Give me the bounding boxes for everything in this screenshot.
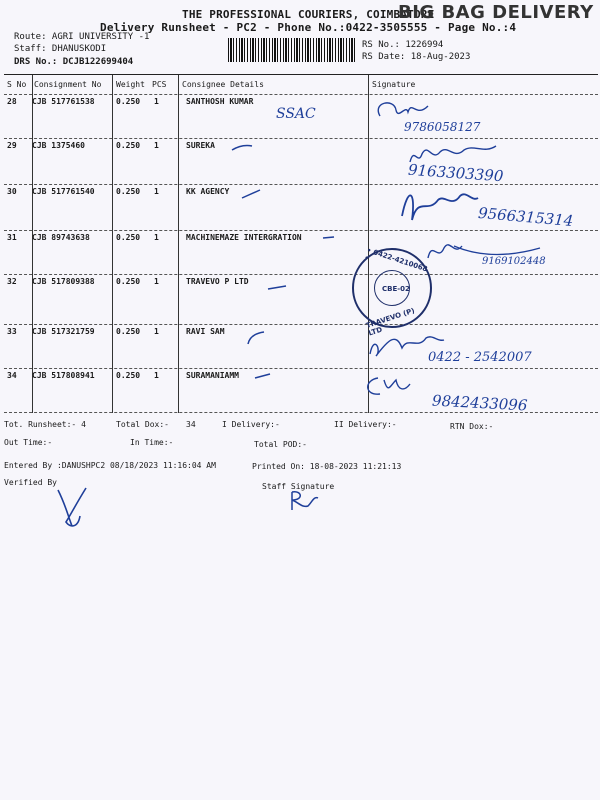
staff-signature-label: Staff Signature — [262, 482, 335, 491]
row-weight: 0.250 — [116, 233, 141, 242]
total-dox-value: 34 — [186, 420, 196, 429]
signature-phone: 9842433096 — [431, 391, 528, 415]
tick-mark — [266, 284, 290, 292]
table-row — [4, 275, 598, 325]
row-consignment: CJB 517321759 — [32, 327, 95, 336]
row-consignee: RAVI SAM — [186, 327, 225, 336]
entered-by: Entered By :DANUSHPC2 08/18/2023 11:16:04 AM — [4, 461, 216, 470]
stamp-center: CBE-02 — [382, 285, 410, 293]
row-consignment: CJB 517809388 — [32, 277, 95, 286]
row-weight: 0.250 — [116, 371, 141, 380]
row-sno: 33 — [7, 327, 17, 336]
tick-mark — [322, 234, 336, 242]
row-sno: 34 — [7, 371, 17, 380]
row-consignee: SANTHOSH KUMAR — [186, 97, 254, 106]
rs-number: RS No.: 1226994 — [362, 40, 444, 50]
printed-on: Printed On: 18-08-2023 11:21:13 — [252, 462, 402, 471]
header-sno: S No — [7, 80, 27, 89]
row-consignment: CJB 89743638 — [32, 233, 90, 242]
row-consignment: CJB 517808941 — [32, 371, 95, 380]
staff-label: Staff: DHANUSKODI — [14, 44, 107, 54]
barcode — [228, 38, 356, 62]
i-delivery: I Delivery:- — [222, 420, 280, 429]
row-pcs: 1 — [154, 327, 159, 336]
route-label: Route: AGRI UNIVERSITY -1 — [14, 32, 150, 42]
row-pcs: 1 — [154, 187, 159, 196]
header-weight: Weight — [116, 80, 145, 89]
row-pcs: 1 — [154, 141, 159, 150]
total-dox-label: Total Dox:- — [116, 420, 169, 429]
row-weight: 0.250 — [116, 277, 141, 286]
row-sno: 31 — [7, 233, 17, 242]
row-weight: 0.250 — [116, 327, 141, 336]
company-name: THE PROFESSIONAL COURIERS, COIMBATORE — [182, 8, 435, 21]
row-sno: 28 — [7, 97, 17, 106]
tick-mark — [244, 330, 268, 346]
row-pcs: 1 — [154, 97, 159, 106]
stamp-phone: • 0422-4210068 • — [363, 246, 429, 274]
row-pcs: 1 — [154, 371, 159, 380]
row-consignment: CJB 1375460 — [32, 141, 85, 150]
row-consignee: SURAMANIAMM — [186, 371, 239, 380]
verified-by: Verified By — [4, 478, 57, 487]
tot-runsheet: Tot. Runsheet:- 4 — [4, 420, 86, 429]
row-sno: 30 — [7, 187, 17, 196]
big-bag-stamp: BIG BAG DELIVERY — [398, 2, 594, 23]
tick-mark — [230, 142, 254, 154]
row-consignment: CJB 517761538 — [32, 97, 95, 106]
signature-scribble — [398, 186, 480, 226]
company-stamp — [352, 246, 432, 338]
staff-signature — [286, 488, 320, 512]
handwritten-note: SSAC — [276, 106, 316, 122]
row-consignee: TRAVEVO P LTD — [186, 277, 249, 286]
tick-mark — [240, 188, 264, 202]
rs-date: RS Date: 18-Aug-2023 — [362, 52, 471, 62]
header-consignee: Consignee Details — [182, 80, 264, 89]
header-consignment: Consignment No — [34, 80, 102, 89]
row-pcs: 1 — [154, 277, 159, 286]
total-pod: Total POD:- — [254, 440, 307, 449]
tick-mark — [254, 372, 272, 380]
row-pcs: 1 — [154, 233, 159, 242]
signature-phone: 0422 - 2542007 — [428, 350, 532, 365]
rtn-dox: RTN Dox:- — [450, 422, 494, 431]
signature-phone: 9163303390 — [407, 160, 504, 186]
stamp-company: TRAVEVO (P) LTD — [365, 306, 416, 338]
row-consignee: SUREKA — [186, 141, 215, 150]
drs-number: DRS No.: DCJB122699404 — [14, 57, 134, 67]
runsheet-line: Delivery Runsheet - PC2 - Phone No.:0422-3505555 - Page No.:4 — [100, 21, 517, 34]
signature-phone: 9169102448 — [482, 256, 546, 267]
row-consignee: KK AGENCY — [186, 187, 230, 196]
header-signature: Signature — [372, 80, 416, 89]
row-weight: 0.250 — [116, 187, 141, 196]
table-header — [4, 75, 598, 95]
ii-delivery: II Delivery:- — [334, 420, 397, 429]
in-time: In Time:- — [130, 438, 174, 447]
header-pcs: PCS — [152, 80, 167, 89]
table-row — [4, 139, 598, 185]
row-consignment: CJB 517761540 — [32, 187, 95, 196]
row-sno: 29 — [7, 141, 17, 150]
row-weight: 0.250 — [116, 141, 141, 150]
signature-scribble — [362, 374, 412, 398]
row-sno: 32 — [7, 277, 17, 286]
signature-phone: 9566315314 — [477, 203, 575, 231]
signature-phone: 9786058127 — [404, 120, 481, 134]
row-weight: 0.250 — [116, 97, 141, 106]
out-time: Out Time:- — [4, 438, 53, 447]
row-consignee: MACHINEMAZE INTERGRATION — [186, 233, 302, 242]
verifier-signature — [52, 486, 92, 530]
